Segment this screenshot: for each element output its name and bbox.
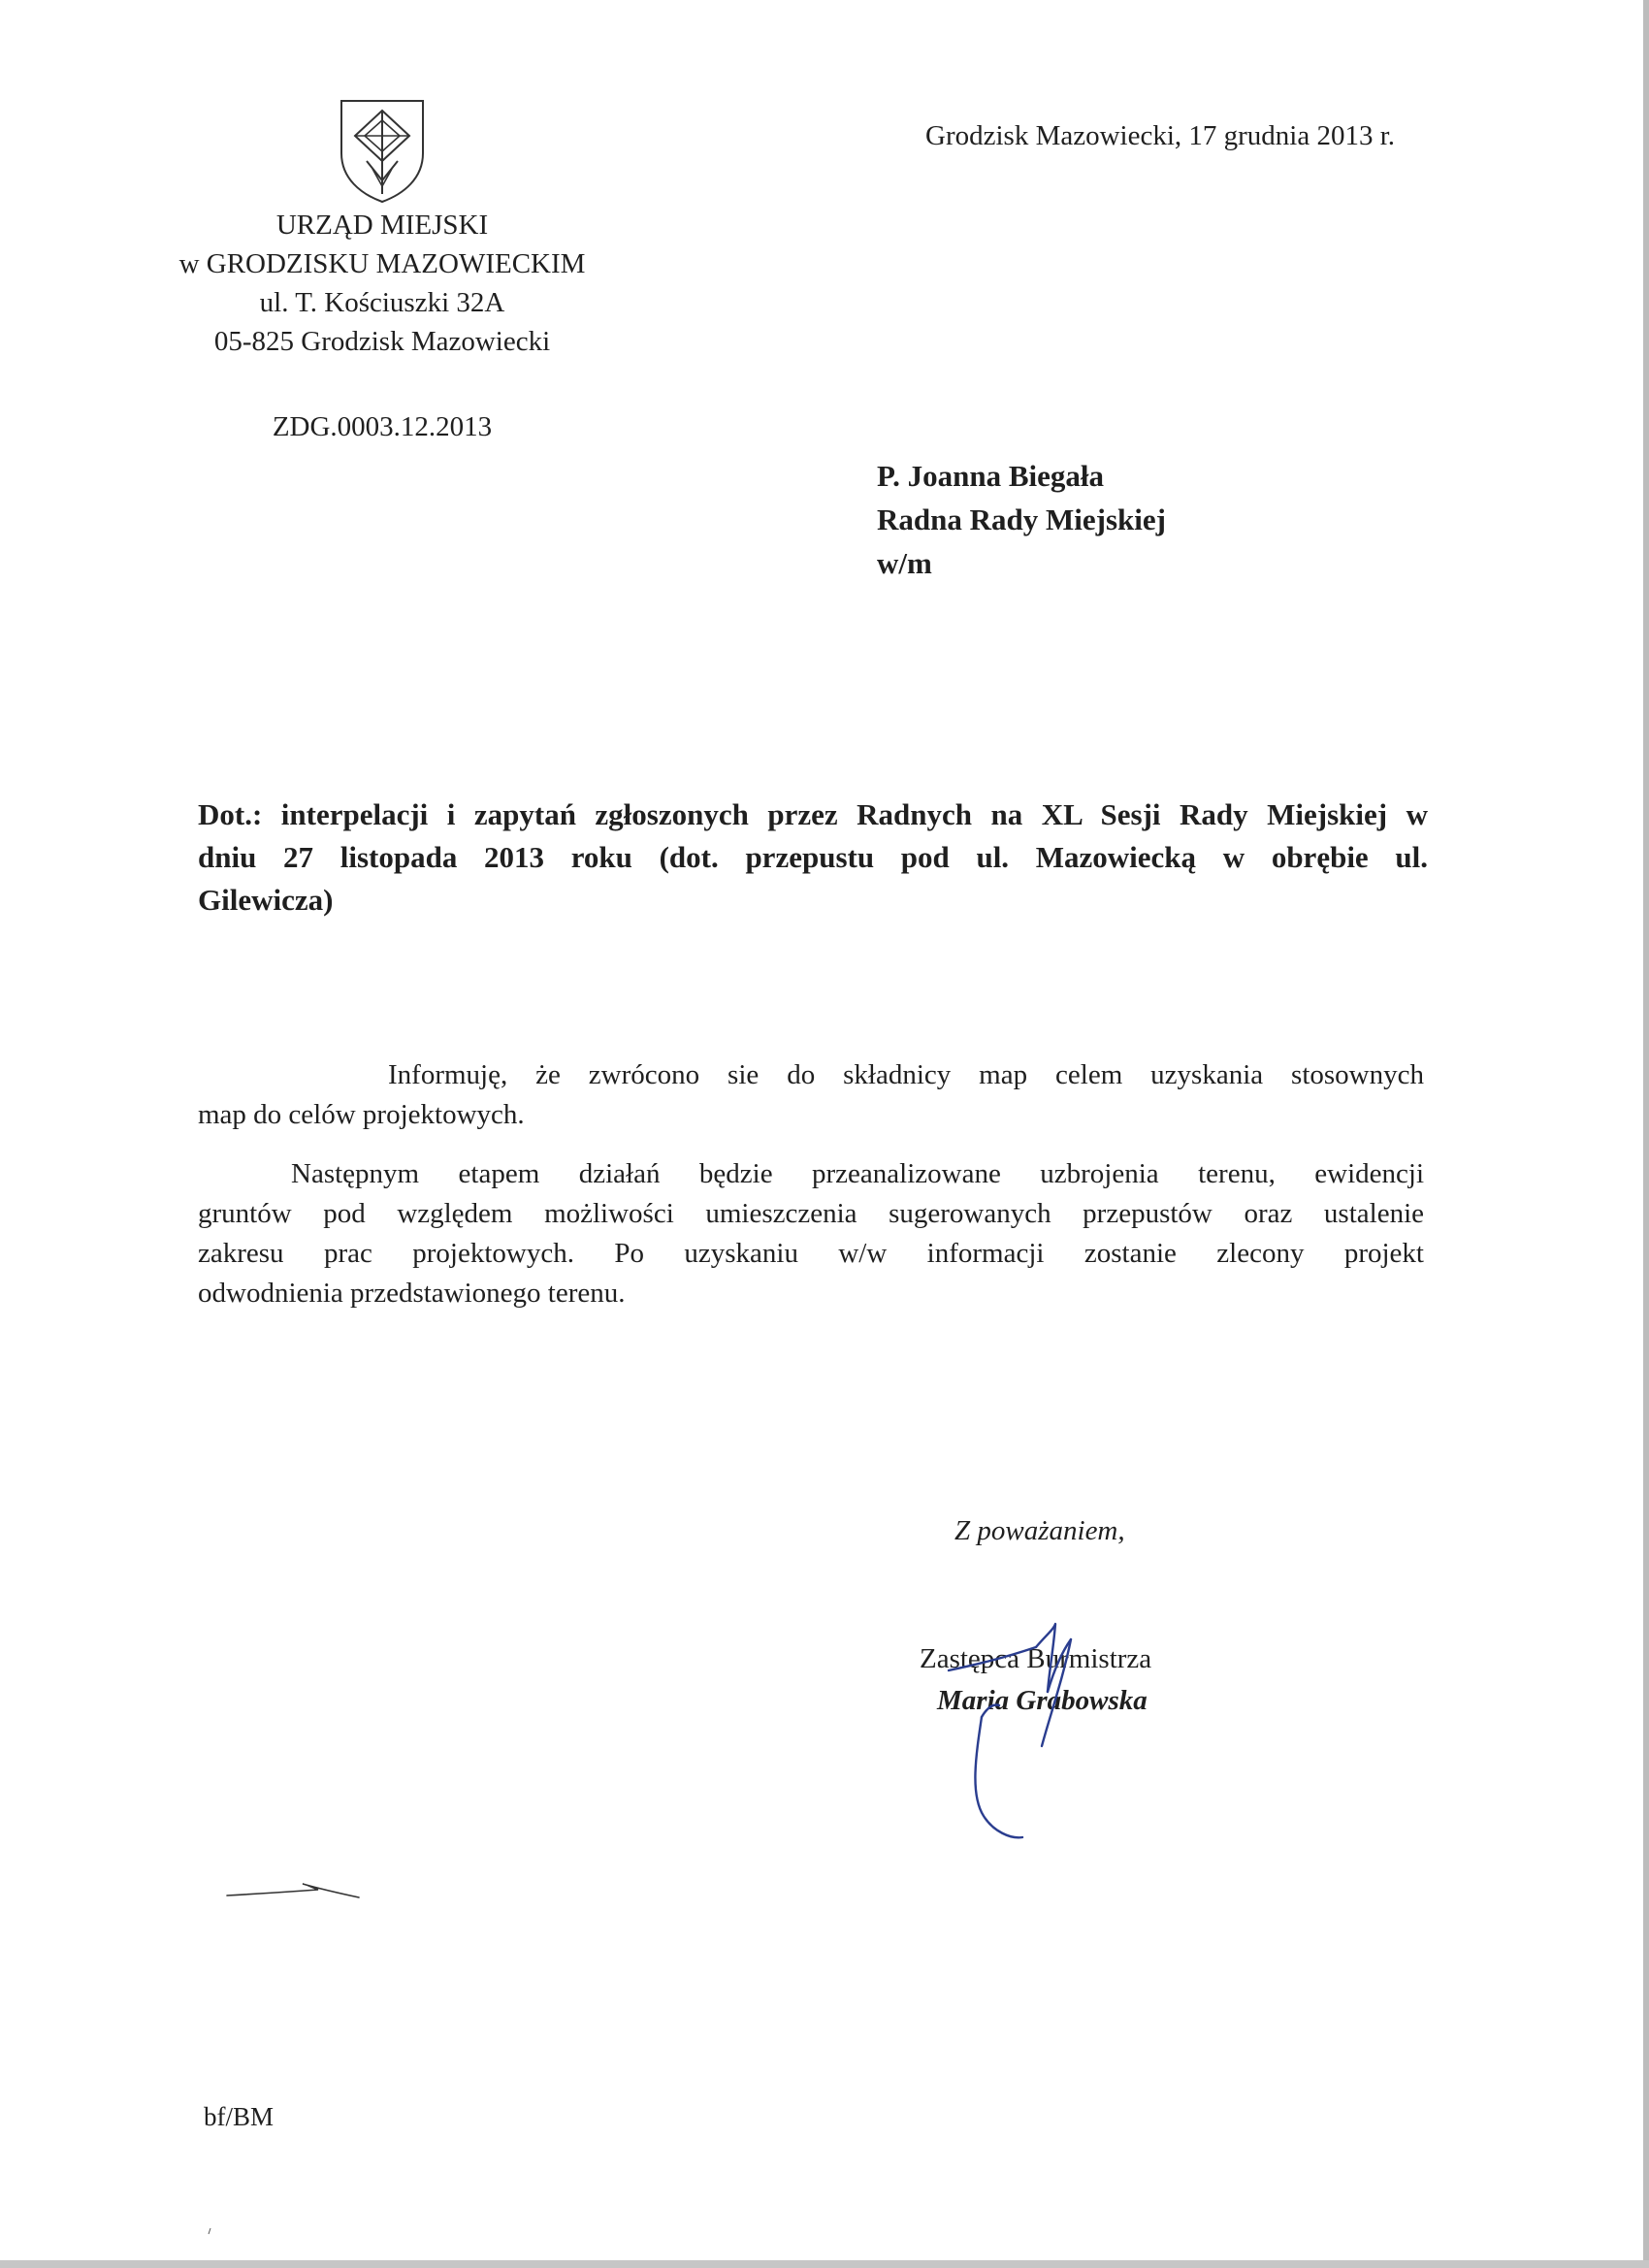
typist-initials: bf/BM bbox=[204, 2102, 275, 2131]
body-line: zakresu prac projektowych. Po uzyskaniu w/w informacji zostanie zlecony projekt bbox=[198, 1238, 1424, 1269]
date-line: Grodzisk Mazowiecki, 17 grudnia 2013 r. bbox=[925, 120, 1396, 151]
body-line: odwodnienia przedstawionego terenu. bbox=[198, 1278, 626, 1309]
subject-line: dniu 27 listopada 2013 roku (dot. przepustu pod ul. Mazowiecką w obrębie ul. bbox=[198, 840, 1428, 874]
office-street: ul. T. Kościuszki 32A bbox=[259, 287, 505, 318]
letter-body bbox=[198, 1055, 1424, 1313]
subject-block bbox=[198, 794, 1428, 922]
body-line: Następnym etapem działań będzie przeanalizowane uzbrojenia terenu, ewidencji bbox=[291, 1158, 1424, 1189]
signatory-name: Maria Grabowska bbox=[937, 1685, 1148, 1716]
body-line: Informuję, że zwrócono sie do składnicy map celem uzyskania stosownych bbox=[388, 1059, 1424, 1090]
office-name-line2: w GRODZISKU MAZOWIECKIM bbox=[178, 248, 586, 279]
scan-speck bbox=[208, 2227, 211, 2235]
subject-line: Gilewicza) bbox=[198, 883, 334, 917]
recipient-location: w/m bbox=[877, 546, 932, 580]
office-name-line1: URZĄD MIEJSKI bbox=[275, 210, 489, 241]
reference-number: ZDG.0003.12.2013 bbox=[272, 411, 493, 442]
handwritten-signature bbox=[908, 1610, 1141, 1843]
coat-of-arms-icon bbox=[338, 97, 427, 206]
sender-address bbox=[146, 206, 619, 361]
subject-line: Dot.: interpelacji i zapytań zgłoszonych przez Radnych na XL Sesji Rady Miejskiej w bbox=[198, 797, 1428, 831]
signatory-title: Zastępca Burmistrza bbox=[920, 1643, 1152, 1674]
closing-salutation: Z poważaniem, bbox=[954, 1515, 1125, 1546]
recipient-role: Radna Rady Miejskiej bbox=[877, 502, 1166, 536]
recipient-block bbox=[877, 454, 1166, 585]
scan-edge-right bbox=[1643, 0, 1649, 2268]
scan-edge-bottom bbox=[0, 2260, 1649, 2268]
office-postal-city: 05-825 Grodzisk Mazowiecki bbox=[213, 326, 551, 357]
pen-stroke-mark bbox=[223, 1876, 388, 1905]
body-line: map do celów projektowych. bbox=[198, 1099, 525, 1130]
recipient-name: P. Joanna Biegała bbox=[877, 459, 1104, 493]
body-line: gruntów pod względem możliwości umieszczenia sugerowanych przepustów oraz ustalenie bbox=[198, 1198, 1424, 1229]
